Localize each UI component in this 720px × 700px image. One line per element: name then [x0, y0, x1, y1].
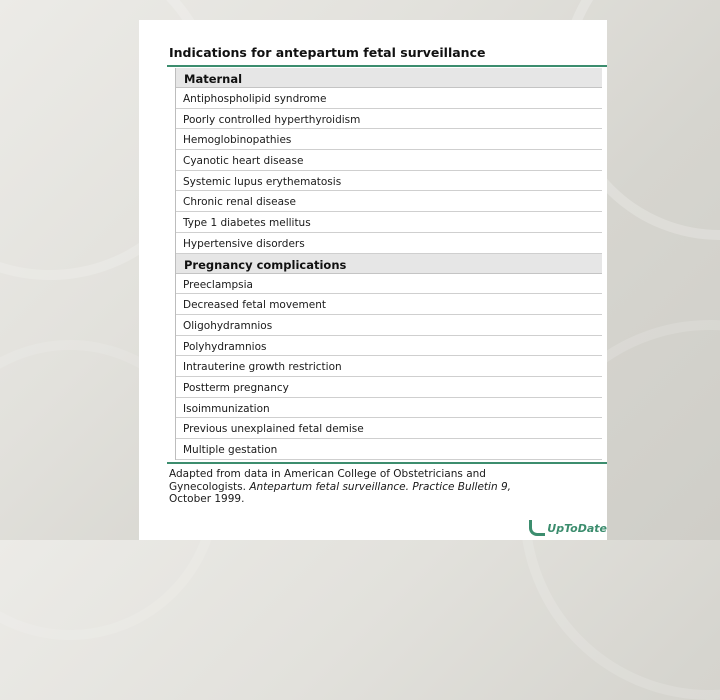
table-row: Preeclampsia [176, 274, 602, 295]
caption-line: Adapted from data in American College of Obstetricians and [169, 468, 486, 480]
table-row: Decreased fetal movement [176, 294, 602, 315]
caption-citation: Antepartum fetal surveillance. Practice Bulletin 9, [245, 480, 511, 493]
caption-text: Gynecologists. [169, 480, 246, 493]
brand-name: UpToDate [547, 521, 607, 535]
table-row: Intrauterine growth restriction [176, 356, 602, 377]
table-title: Indications for antepartum fetal surveillance [169, 45, 486, 60]
table-row: Chronic renal disease [176, 191, 602, 212]
table-row: Previous unexplained fetal demise [176, 418, 602, 439]
table-row: Oligohydramnios [176, 315, 602, 336]
bottom-rule [167, 462, 607, 464]
section-header-pregnancy-complications: Pregnancy complications [176, 254, 602, 274]
table-row: Systemic lupus erythematosis [176, 171, 602, 192]
table-row: Postterm pregnancy [176, 377, 602, 398]
table-row: Polyhydramnios [176, 336, 602, 357]
source-caption [169, 468, 579, 506]
table-row: Antiphospholipid syndrome [176, 88, 602, 109]
caption-line: October 1999. [169, 493, 245, 505]
caption-line [169, 481, 579, 494]
table-row: Hemoglobinopathies [176, 129, 602, 150]
table-row: Isoimmunization [176, 398, 602, 419]
brand-logo [529, 520, 607, 536]
table-row: Multiple gestation [176, 439, 602, 460]
table-row: Type 1 diabetes mellitus [176, 212, 602, 233]
table-row: Hypertensive disorders [176, 233, 602, 254]
indications-table [175, 68, 602, 460]
section-header-maternal: Maternal [176, 68, 602, 88]
table-row: Cyanotic heart disease [176, 150, 602, 171]
document-sheet [139, 20, 607, 540]
brand-mark-icon [529, 520, 545, 536]
table-row: Poorly controlled hyperthyroidism [176, 109, 602, 130]
top-rule [167, 65, 607, 67]
